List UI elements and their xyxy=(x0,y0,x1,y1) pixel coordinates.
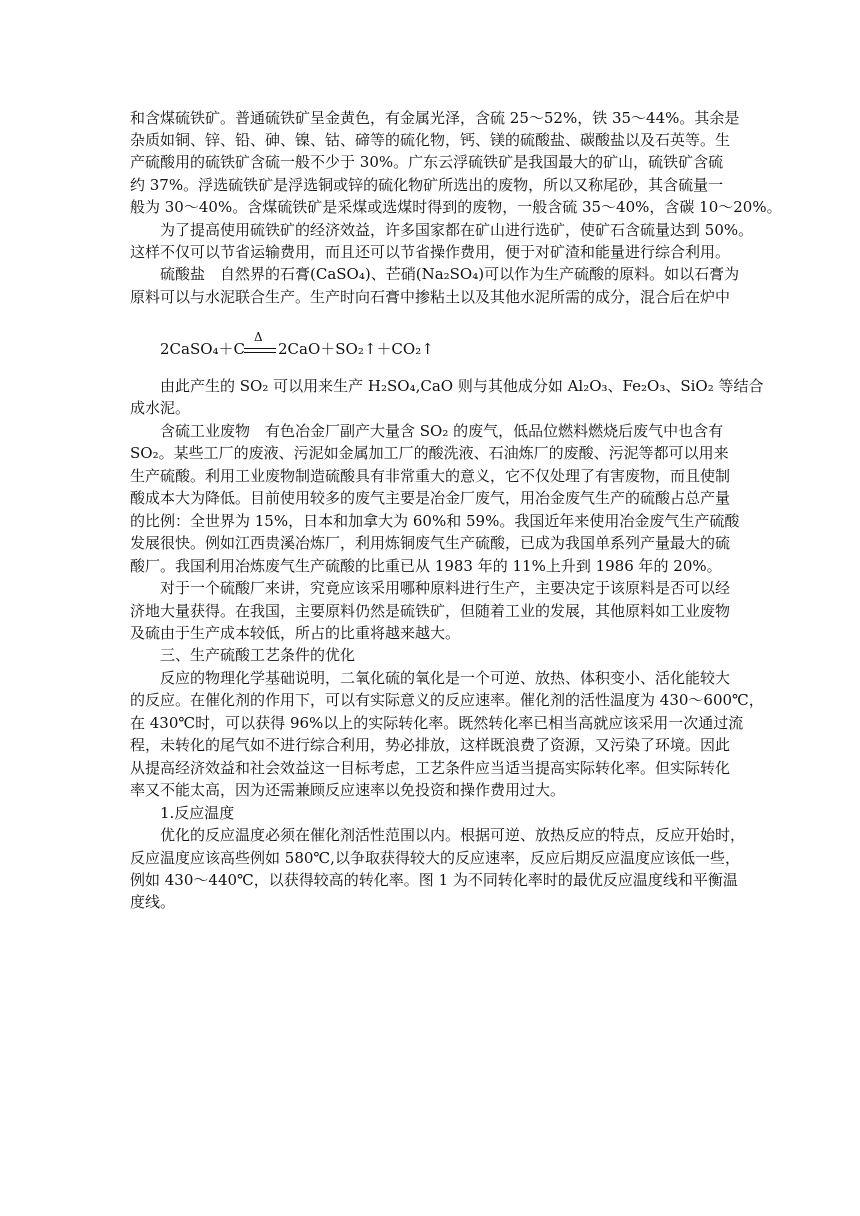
text-line: 这样不仅可以节省运输费用，而且还可以节省操作费用，便于对矿渣和能量进行综合利用。 xyxy=(130,243,731,261)
text-line: 酸厂。我国利用冶炼废气生产硫酸的比重已从 1983 年的 11%上升到 1986 年的 20%。 xyxy=(130,557,722,575)
text-line: 优化的反应温度必须在催化剂活性范围以内。根据可逆、放热反应的特点，反应开始时， xyxy=(160,826,746,844)
text-line: 含硫工业废物 有色冶金厂副产大量含 SO₂ 的废气，低品位燃料燃烧后废气中也含有 xyxy=(160,422,724,440)
text-line: 反应温度应该高些例如 580℃,以争取获得较大的反应速率，反应后期反应温度应该低一些， xyxy=(130,849,740,867)
text-line: 从提高经济效益和社会效益这一目标考虑，工艺条件应当适当提高实际转化率。但实际转化 xyxy=(130,759,731,777)
text-line: 由此产生的 SO₂ 可以用来生产 H₂SO₄,CaO 则与其他成分如 Al₂O₃、Fe₂O₃、SiO₂ 等结合 xyxy=(160,377,764,395)
text-line: 及硫由于生产成本较低，所占的比重将越来越大。 xyxy=(130,624,461,642)
text-line: 杂质如铜、锌、铅、砷、镍、钴、碲等的硫化物，钙、镁的硫酸盐、碳酸盐以及石英等。生 xyxy=(130,131,731,149)
text-line: 率又不能太高，因为还需兼顾反应速率以免投资和操作费用过大。 xyxy=(130,781,566,799)
text-line: 生产硫酸。利用工业废物制造硫酸具有非常重大的意义，它不仅处理了有害废物，而且使制 xyxy=(130,467,731,485)
equation-rhs: 2CaO＋SO₂↑＋CO₂↑ xyxy=(278,340,434,358)
text-line: 反应的物理化学基础说明，二氧化硫的氧化是一个可逆、放热、体积变小、活化能较大 xyxy=(160,669,731,687)
text-line: SO₂。某些工厂的废液、污泥如金属加工厂的酸洗液、石油炼厂的废酸、污泥等都可以用来 xyxy=(130,444,729,462)
text-line: 酸成本大为降低。目前使用较多的废气主要是冶金厂废气，用冶金废气生产的硫酸占总产量 xyxy=(130,489,731,507)
text-line: 发展很快。例如江西贵溪冶炼厂，利用炼铜废气生产硫酸，已成为我国单系列产量最大的硫 xyxy=(130,534,731,552)
reaction-condition: Δ xyxy=(254,330,263,344)
text-line: 在 430℃时，可以获得 96%以上的实际转化率。既然转化率已相当高就应该采用一次通过流 xyxy=(130,714,744,732)
text-line: 产硫酸用的硫铁矿含硫一般不少于 30%。广东云浮硫铁矿是我国最大的矿山，硫铁矿含硫 xyxy=(130,153,724,171)
text-line: 约 37%。浮选硫铁矿是浮选铜或锌的硫化物矿所选出的废物，所以又称尾砂，其含硫量一 xyxy=(130,176,724,194)
text-line: 成水泥。 xyxy=(130,399,191,417)
text-line: 硫酸盐 自然界的石膏(CaSO₄)、芒硝(Na₂SO₄)可以作为生产硫酸的原料。如以石膏为 xyxy=(160,265,740,283)
text-line: 济地大量获得。在我国，主要原料仍然是硫铁矿，但随着工业的发展，其他原料如工业废物 xyxy=(130,602,731,620)
text-line: 程，未转化的尾气如不进行综合利用，势必排放，这样既浪费了资源，又污染了环境。因此 xyxy=(130,736,731,754)
subheading: 1.反应温度 xyxy=(160,804,235,822)
text-line: 为了提高使用硫铁矿的经济效益，许多国家都在矿山进行选矿，使矿石含硫量达到 50%。 xyxy=(160,221,754,239)
section-heading: 三、生产硫酸工艺条件的优化 xyxy=(160,646,356,664)
text-line: 和含煤硫铁矿。普通硫铁矿呈金黄色，有金属光泽，含硫 25～52%，铁 35～44%。其余是 xyxy=(130,109,740,127)
text-line: 的比例：全世界为 15%，日本和加拿大为 60%和 59%。我国近年来使用冶金废气生产硫酸 xyxy=(130,512,740,530)
text-line: 般为 30～40%。含煤硫铁矿是采煤或选煤时得到的废物，一般含硫 35～40%，含碳 10～20%。 xyxy=(130,198,782,216)
equals-sign xyxy=(244,348,276,353)
text-line: 度线。 xyxy=(130,893,176,911)
text-line: 例如 430～440℃，以获得较高的转化率。图 1 为不同转化率时的最优反应温度线和平衡温 xyxy=(130,871,738,889)
text-line: 原料可以与水泥联合生产。生产时向石膏中掺粘土以及其他水泥所需的成分，混合后在炉中 xyxy=(130,288,731,306)
equation-lhs: 2CaSO₄＋C xyxy=(160,340,246,358)
text-line: 的反应。在催化剂的作用下，可以有实际意义的反应速率。催化剂的活性温度为 430～600℃， xyxy=(130,691,764,709)
text-line: 对于一个硫酸厂来讲，究竟应该采用哪种原料进行生产，主要决定于该原料是否可以经 xyxy=(160,579,731,597)
